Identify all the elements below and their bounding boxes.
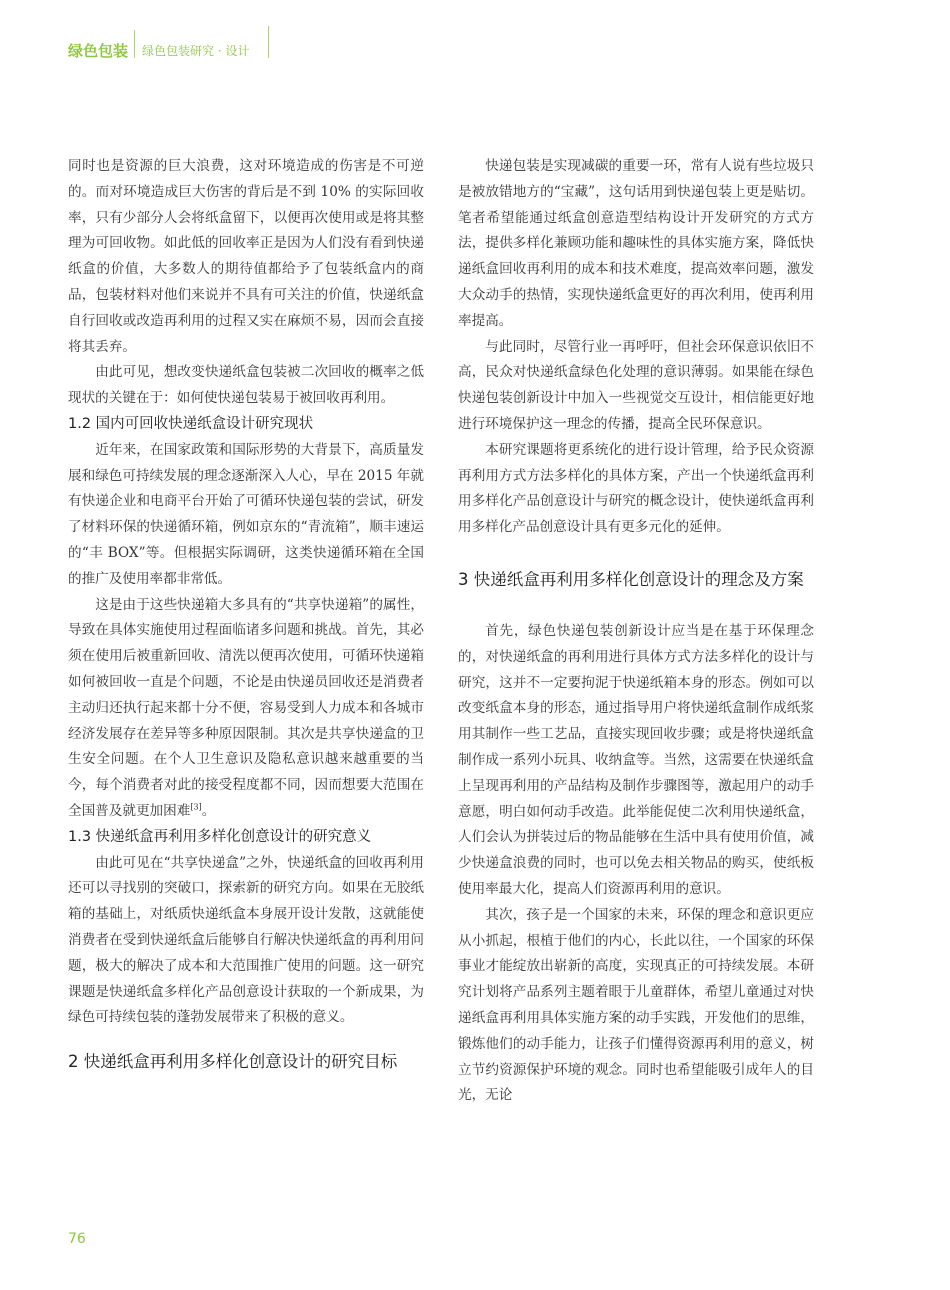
paragraph: 首先，绿色快递包装创新设计应当是在基于环保理念的，对快递纸盒的再利用进行具体方式方法多样化的设计与研究，这并不一定要拘泥于快递纸箱本身的形态。例如可以改变纸盒本身的形态，通过指导用户将快递纸盒制作成纸浆用其制作一些工艺品，直接实现回收步骤；或是将快递纸盒制作成一系列小玩具、收纳盒等。当然，这需要在快递纸盒上呈现再利用的产品结构及制作步骤图等，激起用户的动手意愿，明白如何动手改造。此举能促使二次利用快递纸盒，人们会认为拼装过后的物品能够在生活中具有使用价值，减少快递盒浪费的同时，也可以免去相关物品的购买，使纸板使用率最大化，提高人们资源再利用的意识。 xyxy=(458,622,814,897)
paragraph: 同时也是资源的巨大浪费，这对环境造成的伤害是不可逆的。而对环境造成巨大伤害的背后是不到 10% 的实际回收率，只有少部分人会将纸盒留下，以便再次使用或是将其整理为可回收物。如此低的回收率正是因为人们没有看到快递纸盒的价值，大多数人的期待值都给予了包装纸盒内的商品，包装材料对他们来说并不具有可关注的价值，快递纸盒自行回收或改造再利用的过程又实在麻烦不易，因而会直接将其丢弃。 xyxy=(68,158,424,355)
paragraph-end: 。 xyxy=(201,802,216,819)
header-section-title: 绿色包装研究 · 设计 xyxy=(142,44,250,58)
paragraph-text: 这是由于这些快递箱大多具有的“共享快递箱”的属性，导致在具体实施使用过程面临诸多问题和挑战。首先，其必须在使用后被重新回收、清洗以便再次使用，可循环快递箱如何被回收一直是个问题，不论是由快递员回收还是消费者主动归还执行起来都十分不便，容易受到人力成本和各城市经济发展存在差异等多种原因限制。其次是共享快递盒的卫生安全问题。在个人卫生意识及隐私意识越来越重要的当今，每个消费者对此的接受程度都不同，因而想要大范围在全国普及就更加困难 xyxy=(68,596,424,819)
header-divider xyxy=(134,30,135,58)
paragraph: 由此可见在“共享快递盒”之外，快递纸盒的回收再利用还可以寻找别的突破口，探索新的研究方向。如果在无胶纸箱的基础上，对纸质快递纸盒本身展开设计发散，这就能使消费者在受到快递纸盒后能够自行解决快递纸盒的再利用问题，极大的解决了成本和大范围推广使用的问题。这一研究课题是快递纸盒多样化产品创意设计获取的一个新成果，为绿色可持续包装的蓬勃发展带来了积极的意义。 xyxy=(68,854,424,1026)
paragraph xyxy=(68,593,424,825)
page-number: 76 xyxy=(68,1231,86,1247)
paragraph: 与此同时，尽管行业一再呼吁，但社会环保意识依旧不高，民众对快递纸盒绿色化处理的意识薄弱。如果能在绿色快递包装创新设计中加入一些视觉交互设计，相信能更好地进行环境保护这一理念的传播，提高全民环保意识。 xyxy=(458,338,814,432)
left-column xyxy=(68,154,424,1075)
section-heading-3: 3 快递纸盒再利用多样化创意设计的理念及方案 xyxy=(458,569,804,589)
paragraph: 由此可见，想改变快递纸盒包装被二次回收的概率之低现状的关键在于：如何使快递包装易于被回收再利用。 xyxy=(68,364,424,407)
paragraph: 其次，孩子是一个国家的未来，环保的理念和意识更应从小抓起，根植于他们的内心，长此以往，一个国家的环保事业才能绽放出崭新的高度，实现真正的可持续发展。本研究计划将产品系列主题着眼于儿童群体，希望儿童通过对快递纸盒再利用具体实施方案的动手实践，开发他们的思维，锻炼他们的动手能力，让孩子们懂得资源再利用的意义，树立节约资源保护环境的观念。同时也希望能吸引成年人的目光，无论 xyxy=(458,906,814,1104)
header-logo: 绿色包装 xyxy=(68,42,129,60)
paragraph: 快递包装是实现减碳的重要一环，常有人说有些垃圾只是被放错地方的“宝藏”，这句话用到快递包装上更是贴切。笔者希望能通过纸盒创意造型结构设计开发研究的方式方法，提供多样化兼顾功能和趣味性的具体实施方案，降低快递纸盒回收再利用的成本和技术难度，提高效率问题，激发大众动手的热情，实现快递纸盒更好的再次利用，使再利用率提高。 xyxy=(458,158,814,329)
right-column xyxy=(458,154,814,1109)
header-divider xyxy=(268,26,269,58)
paragraph: 近年来，在国家政策和国际形势的大背景下，高质量发展和绿色可持续发展的理念逐渐深入人心，早在 2015 年就有快递企业和电商平台开始了可循环快递包装的尝试，研发了材料环保的快递循环箱，例如京东的“青流箱”，顺丰速运的“丰 BOX”等。但根据实际调研，这类快递循环箱在全国的推广及使用率都非常低。 xyxy=(68,441,424,587)
section-heading-1-2: 1.2 国内可回收快递纸盒设计研究现状 xyxy=(68,415,314,432)
paragraph: 本研究课题将更系统化的进行设计管理，给予民众资源再利用方式方法多样化的具体方案，产出一个快递纸盒再利用多样化产品创意设计与研究的概念设计，使快递纸盒再利用多样化产品创意设计具有更多元化的延伸。 xyxy=(458,441,814,536)
section-heading-1-3: 1.3 快递纸盒再利用多样化创意设计的研究意义 xyxy=(68,828,372,845)
citation: [3] xyxy=(190,802,202,812)
section-heading-2: 2 快递纸盒再利用多样化创意设计的研究目标 xyxy=(68,1052,398,1072)
